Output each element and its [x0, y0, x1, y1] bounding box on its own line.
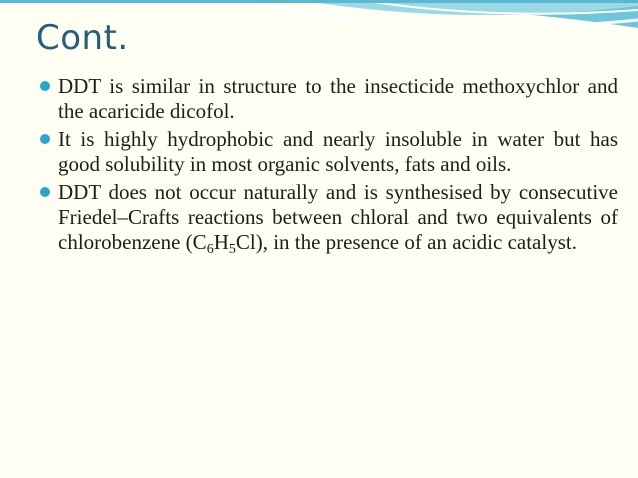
bullet-text: DDT does not occur naturally and is synthesised by consecutive Friedel–Crafts reactions between chloral and two equivalents of chlorobenzene (C [58, 180, 618, 254]
bullet-text: It is highly hydrophobic and nearly insoluble in water but has good solubility in most organic solvents, fats and oils. [58, 127, 618, 176]
subscript: 6 [206, 242, 214, 257]
bullet-text: Cl), in the presence of an acidic catalyst. [235, 230, 577, 254]
bullet-item-hydrophobic [40, 127, 618, 177]
bullet-item-synthesis [40, 180, 618, 262]
slide-title: Cont. [36, 18, 129, 58]
subscript: 5 [228, 242, 236, 257]
bullet-text: DDT is similar in structure to the insecticide methoxychlor and the acaricide dicofol. [58, 74, 618, 123]
bullet-text: H [213, 230, 229, 254]
bullet-item-ddt-structure [40, 74, 618, 124]
bullet-list [40, 74, 618, 265]
